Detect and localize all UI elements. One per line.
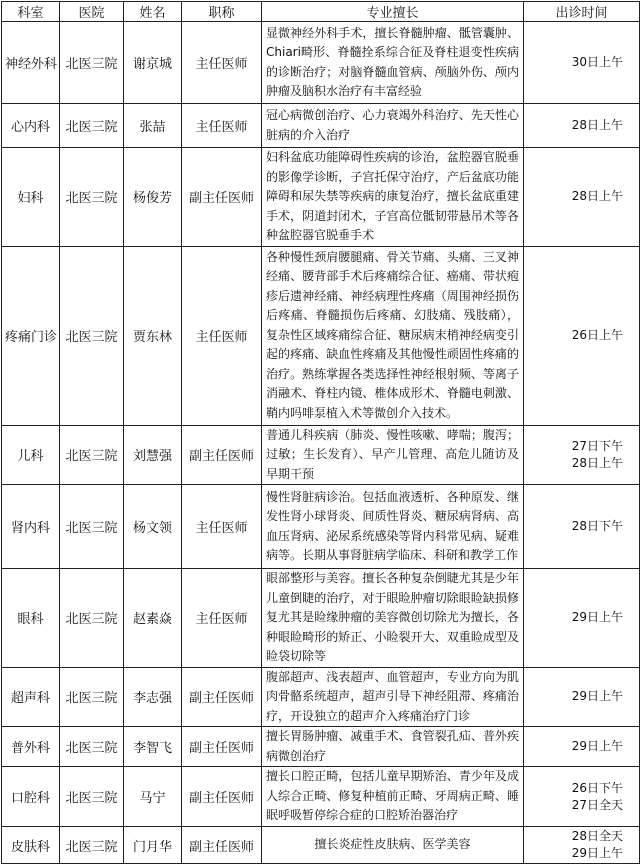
title-cell: 副主任医师 bbox=[182, 827, 262, 864]
dept-cell: 妇科 bbox=[2, 148, 60, 247]
time-cell: 30日上午 bbox=[524, 22, 640, 104]
hospital-cell: 北医三院 bbox=[60, 246, 124, 425]
title-cell: 主任医师 bbox=[182, 485, 262, 569]
title-cell: 主任医师 bbox=[182, 246, 262, 425]
doctor-name-cell: 赵素焱 bbox=[124, 569, 182, 668]
title-cell: 主任医师 bbox=[182, 104, 262, 148]
specialty-cell: 擅长胃肠肿瘤、减重手术、食管裂孔疝、普外疾病微创治疗 bbox=[262, 727, 524, 767]
time-cell: 28日全天 29日上午 bbox=[524, 827, 640, 864]
dept-cell: 口腔科 bbox=[2, 767, 60, 827]
hospital-cell: 北医三院 bbox=[60, 104, 124, 148]
header-hospital: 医院 bbox=[60, 2, 124, 22]
table-row bbox=[2, 246, 640, 425]
doctor-name-cell: 谢京城 bbox=[124, 22, 182, 104]
doctor-name-cell: 马宁 bbox=[124, 767, 182, 827]
time-cell: 27日下午 28日上午 bbox=[524, 425, 640, 485]
dept-cell: 心内科 bbox=[2, 104, 60, 148]
specialty-cell: 妇科盆底功能障碍性疾病的诊治，盆腔器官脱垂的影像学诊断，子宫托保守治疗，产后盆底功能障碍和尿失禁等疾病的康复治疗，擅长盆底重建手术，阴道封闭术，子宫高位骶韧带悬吊术等各种盆腔器官脱垂手术 bbox=[262, 148, 524, 247]
title-cell: 副主任医师 bbox=[182, 148, 262, 247]
hospital-cell: 北医三院 bbox=[60, 767, 124, 827]
specialty-cell: 普通儿科疾病（肺炎、慢性咳嗽、哮喘；腹泻；过敏；生长发育）、早产儿管理、高危儿随访及早期干预 bbox=[262, 425, 524, 485]
dept-cell: 普外科 bbox=[2, 727, 60, 767]
header-name: 姓名 bbox=[124, 2, 182, 22]
title-cell: 主任医师 bbox=[182, 569, 262, 668]
hospital-cell: 北医三院 bbox=[60, 569, 124, 668]
schedule-table bbox=[1, 1, 640, 864]
hospital-cell: 北医三院 bbox=[60, 827, 124, 864]
table-row bbox=[2, 425, 640, 485]
doctor-name-cell: 刘慧强 bbox=[124, 425, 182, 485]
doctor-name-cell: 张喆 bbox=[124, 104, 182, 148]
hospital-cell: 北医三院 bbox=[60, 22, 124, 104]
dept-cell: 神经外科 bbox=[2, 22, 60, 104]
dept-cell: 超声科 bbox=[2, 667, 60, 727]
specialty-cell: 腹部超声、浅表超声、血管超声，专业方向为肌肉骨骼系统超声，超声引导下神经阻滞、疼痛治疗，开设独立的超声介入疼痛治疗门诊 bbox=[262, 667, 524, 727]
time-cell: 29日上午 bbox=[524, 667, 640, 727]
hospital-cell: 北医三院 bbox=[60, 667, 124, 727]
time-cell: 28日下午 bbox=[524, 485, 640, 569]
hospital-cell: 北医三院 bbox=[60, 485, 124, 569]
dept-cell: 眼科 bbox=[2, 569, 60, 668]
specialty-cell: 冠心病微创治疗、心力衰竭外科治疗、先天性心脏病的介入治疗 bbox=[262, 104, 524, 148]
time-cell: 29日上午 bbox=[524, 569, 640, 668]
hospital-cell: 北医三院 bbox=[60, 727, 124, 767]
title-cell: 副主任医师 bbox=[182, 425, 262, 485]
dept-cell: 儿科 bbox=[2, 425, 60, 485]
hospital-cell: 北医三院 bbox=[60, 425, 124, 485]
table-row bbox=[2, 22, 640, 104]
specialty-cell: 擅长口腔正畸，包括儿童早期矫治、青少年及成人综合正畸、修复种植前正畸、牙周病正畸、睡眠呼吸暂停综合症的口腔矫治器治疗 bbox=[262, 767, 524, 827]
header-specialty: 专业擅长 bbox=[262, 2, 524, 22]
table-row bbox=[2, 827, 640, 864]
doctor-name-cell: 杨文领 bbox=[124, 485, 182, 569]
title-cell: 副主任医师 bbox=[182, 767, 262, 827]
header-time: 出诊时间 bbox=[524, 2, 640, 22]
table-row bbox=[2, 104, 640, 148]
specialty-cell: 慢性肾脏病诊治。包括血液透析、各种原发、继发性肾小球肾炎、间质性肾炎、糖尿病肾病、高血压肾病、泌尿系统感染等肾内科常见病、疑难病等。长期从事肾脏病学临床、科研和教学工作 bbox=[262, 485, 524, 569]
specialty-cell: 擅长炎症性皮肤病、医学美容 bbox=[262, 827, 524, 864]
hospital-cell: 北医三院 bbox=[60, 148, 124, 247]
doctor-name-cell: 门月华 bbox=[124, 827, 182, 864]
table-row bbox=[2, 148, 640, 247]
time-cell: 26日上午 bbox=[524, 246, 640, 425]
table-row bbox=[2, 767, 640, 827]
doctor-name-cell: 贾东林 bbox=[124, 246, 182, 425]
table-row bbox=[2, 485, 640, 569]
title-cell: 副主任医师 bbox=[182, 727, 262, 767]
table-row bbox=[2, 569, 640, 668]
header-dept: 科室 bbox=[2, 2, 60, 22]
specialty-cell: 各种慢性颈肩腰腿痛、骨关节痛、头痛、三叉神经痛、腰背部手术后疼痛综合征、癌痛、带状疱疹后遗神经痛、神经病理性疼痛（周围神经损伤后疼痛、脊髓损伤后疼痛、幻肢痛、残肢痛），复杂性区域疼痛综合征、糖尿病末梢神经病变引起的疼痛、缺血性疼痛及其他慢性顽固性疼痛的治疗。熟练掌握各类选择性神经根射频、等离子消融术、脊柱内镜、椎体成形术、脊髓电刺激、鞘内吗啡泵植入术等微创介入技术。 bbox=[262, 246, 524, 425]
dept-cell: 疼痛门诊 bbox=[2, 246, 60, 425]
header-row bbox=[2, 2, 640, 22]
doctor-name-cell: 李智飞 bbox=[124, 727, 182, 767]
dept-cell: 皮肤科 bbox=[2, 827, 60, 864]
table-row bbox=[2, 727, 640, 767]
specialty-cell: 眼部整形与美容。擅长各种复杂倒睫尤其是少年儿童倒睫的治疗，对于眼睑肿瘤切除眼睑缺损修复尤其是睑缘肿瘤的美容微创切除尤为擅长，各种眼睑畸形的矫正、小睑裂开大、双重睑成型及睑袋切除等 bbox=[262, 569, 524, 668]
title-cell: 副主任医师 bbox=[182, 667, 262, 727]
specialty-cell: 显微神经外科手术，擅长脊髓肿瘤、骶管囊肿、Chiari畸形、脊髓拴系综合征及脊柱退变性疾病的诊断治疗；对脑脊髓血管病、颅脑外伤、颅内肿瘤及脑积水治疗有丰富经验 bbox=[262, 22, 524, 104]
header-title: 职称 bbox=[182, 2, 262, 22]
doctor-name-cell: 李志强 bbox=[124, 667, 182, 727]
dept-cell: 肾内科 bbox=[2, 485, 60, 569]
doctor-name-cell: 杨俊芳 bbox=[124, 148, 182, 247]
table-row bbox=[2, 667, 640, 727]
time-cell: 28日上午 bbox=[524, 104, 640, 148]
title-cell: 主任医师 bbox=[182, 22, 262, 104]
time-cell: 29日上午 bbox=[524, 727, 640, 767]
time-cell: 28日上午 bbox=[524, 148, 640, 247]
time-cell: 26日下午 27日全天 bbox=[524, 767, 640, 827]
